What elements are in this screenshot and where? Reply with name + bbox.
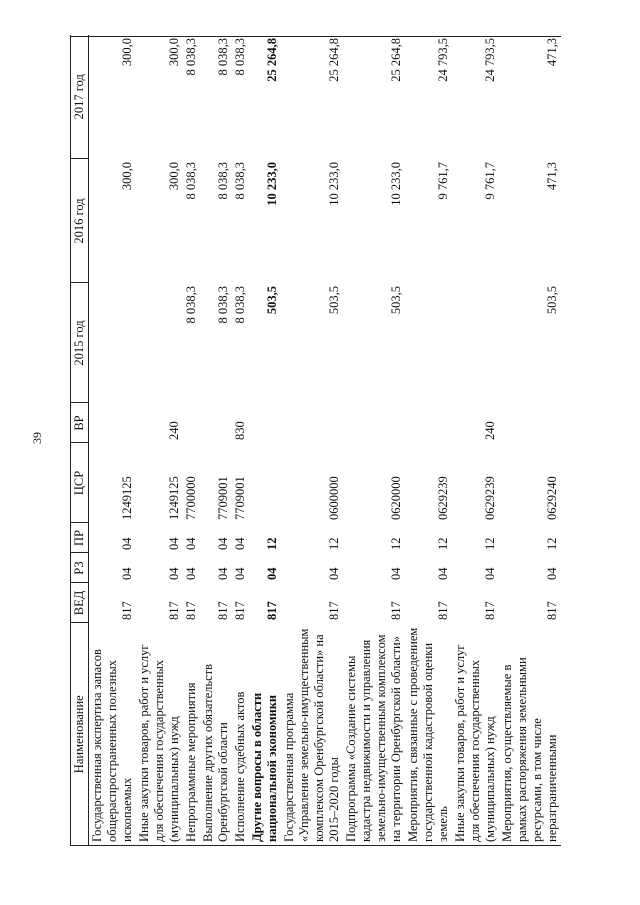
cell-pr: 04 xyxy=(233,537,247,550)
cell-csr: 0629240 xyxy=(545,476,559,520)
header-2015: 2015 год xyxy=(71,283,89,403)
table-row xyxy=(343,35,405,845)
cell-name: Иные закупки товаров, работ и услуг для обеспечения государственных (муниципальных) нужд xyxy=(453,644,497,842)
cell-vr xyxy=(200,403,232,443)
table-row xyxy=(452,35,499,845)
table-row xyxy=(499,35,561,845)
cell-vr xyxy=(183,403,200,443)
table-row xyxy=(89,35,137,845)
cell-vr xyxy=(343,403,405,443)
cell-vr xyxy=(499,403,561,443)
cell-csr: 7709001 xyxy=(233,476,247,520)
cell-csr: 7700000 xyxy=(184,476,198,520)
cell-y2015 xyxy=(136,283,183,403)
cell-pr: 12 xyxy=(483,537,497,550)
table-row xyxy=(405,35,452,845)
page-number: 39 xyxy=(30,432,44,444)
cell-y2015: 8 038,3 xyxy=(184,286,198,324)
cell-y2016: 10 233,0 xyxy=(389,162,403,206)
cell-csr: 0629239 xyxy=(436,476,450,520)
budget-table xyxy=(70,35,561,845)
cell-y2017: 471,3 xyxy=(545,38,559,67)
cell-pr: 12 xyxy=(389,537,403,550)
cell-name: Подпрограмма «Создание системы кадастра недвижимости и управления земельно-имущественным комплексом на территории Оренбургской области» xyxy=(344,634,403,842)
cell-ved: 817 xyxy=(483,601,497,620)
cell-vr: 830 xyxy=(233,421,247,440)
cell-y2017: 25 264,8 xyxy=(265,38,279,82)
cell-pr: 04 xyxy=(216,537,230,550)
cell-y2015 xyxy=(452,283,499,403)
cell-ved: 817 xyxy=(545,601,559,620)
table-row xyxy=(183,35,200,845)
header-rz: РЗ xyxy=(71,553,89,583)
cell-y2016: 471,3 xyxy=(545,162,559,191)
cell-csr: 0620000 xyxy=(389,476,403,520)
cell-rz: 04 xyxy=(436,567,450,580)
cell-y2016: 10 233,0 xyxy=(265,162,279,206)
cell-name: Исполнение судебных актов xyxy=(233,691,247,842)
table-row xyxy=(232,35,249,845)
cell-rz: 04 xyxy=(327,567,341,580)
cell-vr xyxy=(281,403,343,443)
cell-rz: 04 xyxy=(545,567,559,580)
cell-rz: 04 xyxy=(167,567,181,580)
header-ved: ВЕД xyxy=(71,583,89,623)
table-row xyxy=(281,35,343,845)
cell-name: Непрограммные мероприятия xyxy=(184,682,198,842)
cell-pr: 04 xyxy=(184,537,198,550)
cell-y2015: 503,5 xyxy=(265,286,279,315)
cell-y2017: 300,0 xyxy=(120,38,134,67)
cell-rz: 04 xyxy=(483,567,497,580)
cell-y2017: 25 264,8 xyxy=(389,38,403,82)
cell-csr xyxy=(249,443,281,523)
cell-name: Выполнение других обязательств Оренбургской области xyxy=(201,664,230,842)
table-row xyxy=(136,35,183,845)
cell-y2015: 8 038,3 xyxy=(216,286,230,324)
cell-y2015: 503,5 xyxy=(545,286,559,315)
budget-table-wrapper xyxy=(70,36,561,846)
cell-y2017: 8 038,3 xyxy=(184,38,198,76)
cell-y2015: 503,5 xyxy=(389,286,403,315)
cell-y2017: 24 793,5 xyxy=(436,38,450,82)
cell-ved: 817 xyxy=(216,601,230,620)
cell-pr: 12 xyxy=(327,537,341,550)
cell-y2016: 300,0 xyxy=(167,162,181,191)
cell-name: Мероприятия, связанные с проведением государственной кадастровой оценки земель xyxy=(406,627,450,842)
cell-name: Государственная экспертиза запасов общераспространенных полезных ископаемых xyxy=(90,649,134,842)
cell-name: Государственная программа «Управление земельно-имущественным комплексом Оренбургской области» на 2015–2020 годы xyxy=(282,628,341,842)
cell-y2016: 8 038,3 xyxy=(233,162,247,200)
cell-y2016: 8 038,3 xyxy=(184,162,198,200)
header-pr: ПР xyxy=(71,523,89,553)
table-row xyxy=(200,35,232,845)
cell-ved: 817 xyxy=(436,601,450,620)
cell-vr xyxy=(89,403,137,443)
cell-rz: 04 xyxy=(265,567,279,580)
cell-pr: 12 xyxy=(545,537,559,550)
cell-name: Иные закупки товаров, работ и услуг для обеспечения государственных (муниципальных) нужд xyxy=(137,644,181,842)
header-name: Наименование xyxy=(71,623,89,845)
cell-pr: 04 xyxy=(167,537,181,550)
cell-csr: 0600000 xyxy=(327,476,341,520)
cell-csr: 1249125 xyxy=(167,476,181,520)
cell-name: Другие вопросы в области национальной экономики xyxy=(250,692,279,842)
cell-y2017: 8 038,3 xyxy=(216,38,230,76)
cell-y2016: 300,0 xyxy=(120,162,134,191)
rotated-page xyxy=(70,36,610,846)
header-csr: ЦСР xyxy=(71,443,89,523)
cell-vr xyxy=(249,403,281,443)
cell-ved: 817 xyxy=(265,601,279,620)
cell-y2017: 8 038,3 xyxy=(233,38,247,76)
cell-y2015: 503,5 xyxy=(327,286,341,315)
cell-ved: 817 xyxy=(233,601,247,620)
cell-pr: 04 xyxy=(120,537,134,550)
cell-vr: 240 xyxy=(167,421,181,440)
header-2017: 2017 год xyxy=(71,35,89,159)
cell-csr: 0629239 xyxy=(483,476,497,520)
cell-rz: 04 xyxy=(120,567,134,580)
cell-y2015 xyxy=(89,283,137,403)
cell-y2015 xyxy=(405,283,452,403)
cell-ved: 817 xyxy=(327,601,341,620)
cell-rz: 04 xyxy=(233,567,247,580)
header-2016: 2016 год xyxy=(71,159,89,283)
cell-name: Мероприятия, осуществляемые в рамках распоряжения земельными ресурсами, в том числе неразграниченными xyxy=(500,657,559,842)
cell-ved: 817 xyxy=(184,601,198,620)
cell-ved: 817 xyxy=(167,601,181,620)
cell-rz: 04 xyxy=(184,567,198,580)
cell-csr: 1249125 xyxy=(120,476,134,520)
table-row xyxy=(249,35,281,845)
cell-y2015: 8 038,3 xyxy=(233,286,247,324)
cell-pr: 12 xyxy=(265,537,279,550)
cell-y2017: 25 264,8 xyxy=(327,38,341,82)
cell-pr: 12 xyxy=(436,537,450,550)
header-vr: ВР xyxy=(71,403,89,443)
table-body xyxy=(89,35,562,845)
cell-csr: 7709001 xyxy=(216,476,230,520)
cell-ved: 817 xyxy=(389,601,403,620)
cell-y2017: 300,0 xyxy=(167,38,181,67)
cell-rz: 04 xyxy=(389,567,403,580)
cell-ved: 817 xyxy=(120,601,134,620)
cell-rz: 04 xyxy=(216,567,230,580)
cell-y2016: 8 038,3 xyxy=(216,162,230,200)
cell-y2016: 9 761,7 xyxy=(483,162,497,200)
cell-y2016: 9 761,7 xyxy=(436,162,450,200)
cell-vr xyxy=(405,403,452,443)
cell-y2017: 24 793,5 xyxy=(483,38,497,82)
cell-vr: 240 xyxy=(483,421,497,440)
table-header-row xyxy=(71,35,89,845)
cell-y2016: 10 233,0 xyxy=(327,162,341,206)
